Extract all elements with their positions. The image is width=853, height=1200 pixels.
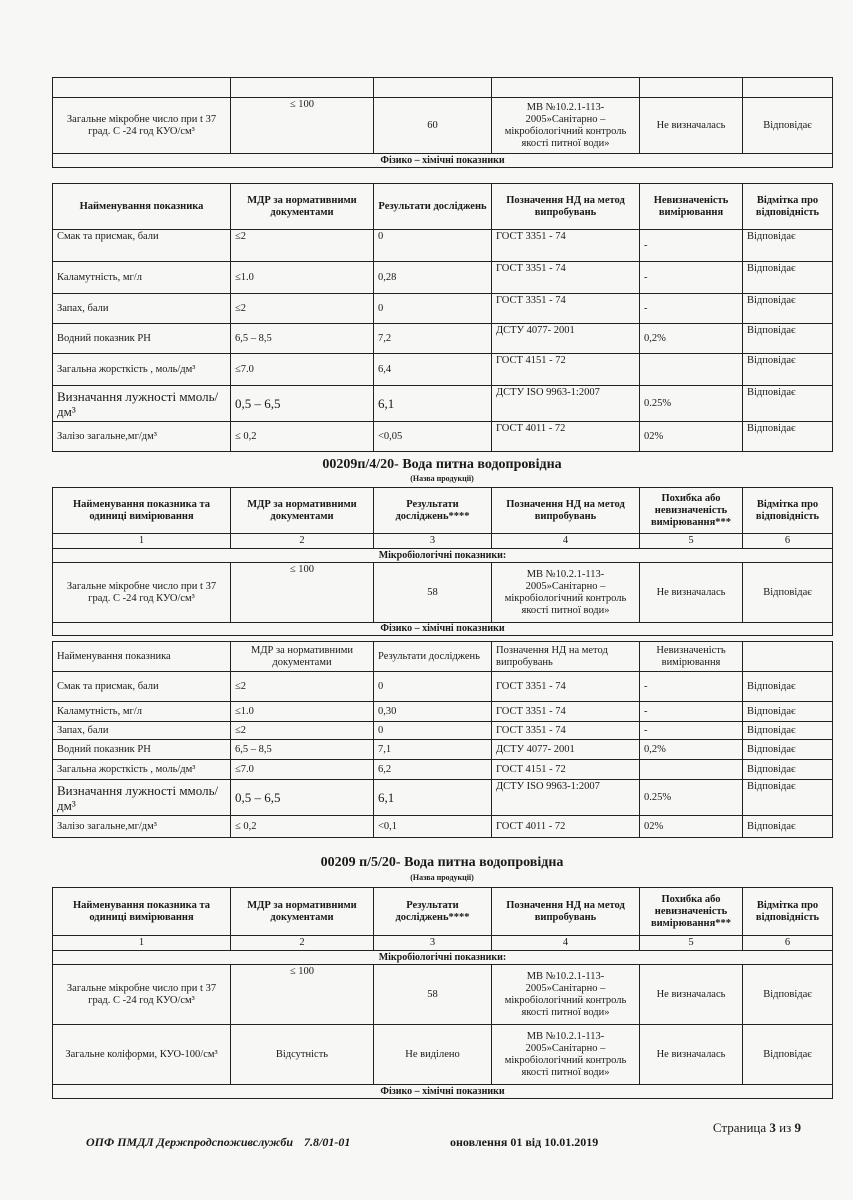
footer-org <box>86 1135 358 1150</box>
table-row <box>53 98 833 154</box>
cell-unc: 0.25% <box>640 780 743 816</box>
header-nd: Позначення НД на метод випробувань <box>492 642 640 672</box>
cell-mark: Відповідає <box>743 760 833 780</box>
cell-mark: Відповідає <box>743 965 833 1025</box>
col-num: 1 <box>53 936 231 951</box>
header-mark: Відмітка про відповідність <box>743 488 833 534</box>
table-row <box>53 386 833 422</box>
table-header-row <box>53 642 833 672</box>
cell-nd: ГОСТ 4151 - 72 <box>492 354 640 386</box>
cell-mdr: ≤1.0 <box>231 702 374 722</box>
cell-name: Загальне мікробне число при t 37 град. С -24 год КУО/см³ <box>53 98 231 154</box>
cell-nd: ГОСТ 4011 - 72 <box>492 816 640 838</box>
table-row <box>53 422 833 452</box>
footer-code: 7.8/01-01 <box>304 1135 351 1149</box>
cell-mark: Відповідає <box>743 1025 833 1085</box>
cell-result: 0,30 <box>374 702 492 722</box>
cell-name: Запах, бали <box>53 294 231 324</box>
cell-result: 6,1 <box>374 780 492 816</box>
column-number-row <box>53 936 833 951</box>
cell-mdr: 6,5 – 8,5 <box>231 740 374 760</box>
cell-mark: Відповідає <box>743 324 833 354</box>
header-result: Результати досліджень**** <box>374 888 492 936</box>
cell-unc <box>640 760 743 780</box>
cell-mdr: ≤ 0,2 <box>231 816 374 838</box>
cell-result: <0,05 <box>374 422 492 452</box>
cell-unc: Не визначалась <box>640 563 743 623</box>
header-result: Результати досліджень <box>374 642 492 672</box>
cell-result: 58 <box>374 563 492 623</box>
header-mark: Відмітка про відповідність <box>743 184 833 230</box>
table-row <box>53 262 833 294</box>
cell-unc: - <box>640 262 743 294</box>
header-name: Найменування показника та одиниці вимірювання <box>53 888 231 936</box>
cell-mdr: 0,5 – 6,5 <box>231 780 374 816</box>
section-row <box>53 1085 833 1099</box>
cell-name: Залізо загальне,мг/дм³ <box>53 422 231 452</box>
cell-result: 58 <box>374 965 492 1025</box>
section-row <box>53 549 833 563</box>
table-row <box>53 760 833 780</box>
cell-unc: - <box>640 702 743 722</box>
cell-name: Запах, бали <box>53 722 231 740</box>
header-unc: Похибка або невизначеність вимірювання*** <box>640 888 743 936</box>
header-nd: Позначення НД на метод випробувань <box>492 488 640 534</box>
cell-unc: - <box>640 230 743 262</box>
header-nd: Позначення НД на метод випробувань <box>492 888 640 936</box>
table-row <box>53 816 833 838</box>
cell-mark: Відповідає <box>743 262 833 294</box>
col-num: 2 <box>231 936 374 951</box>
cell-mdr: ≤1.0 <box>231 262 374 294</box>
cell-result: 0 <box>374 294 492 324</box>
cell-nd: ГОСТ 4151 - 72 <box>492 760 640 780</box>
cell-nd: ГОСТ 3351 - 74 <box>492 722 640 740</box>
cell-mark: Відповідає <box>743 354 833 386</box>
cell-result: 0,28 <box>374 262 492 294</box>
section-title: Фізико – хімічні показники <box>53 623 833 636</box>
table-sample-3-phys <box>52 183 833 452</box>
table-top-row <box>53 78 833 98</box>
cell-nd: ДСТУ ISO 9963-1:2007 <box>492 780 640 816</box>
cell-name: Визначання лужності ммоль/дм³ <box>53 780 231 816</box>
cell-nd: МВ №10.2.1-113-2005»Санітарно – мікробіологічний контроль якості питної води» <box>492 563 640 623</box>
cell-unc: - <box>640 722 743 740</box>
cell-unc: 02% <box>640 422 743 452</box>
cell-nd: ГОСТ 4011 - 72 <box>492 422 640 452</box>
header-result: Результати досліджень**** <box>374 488 492 534</box>
product-title: 00209п/4/20- Вода питна водопровідна <box>322 457 562 472</box>
cell-nd: ДСТУ ISO 9963-1:2007 <box>492 386 640 422</box>
cell-result: 0 <box>374 672 492 702</box>
table-row <box>53 965 833 1025</box>
cell-mdr: ≤2 <box>231 230 374 262</box>
cell-unc: 02% <box>640 816 743 838</box>
cell-name: Каламутність, мг/л <box>53 702 231 722</box>
cell-mark: Відповідає <box>743 563 833 623</box>
section-title: Мікробіологічні показники: <box>53 951 833 965</box>
cell-mdr: ≤ 100 <box>231 563 374 623</box>
cell-mark: Відповідає <box>743 816 833 838</box>
cell-mark: Відповідає <box>743 780 833 816</box>
cell-unc: 0,2% <box>640 740 743 760</box>
cell-mark: Відповідає <box>743 294 833 324</box>
col-num: 1 <box>53 534 231 549</box>
page-number <box>713 1120 801 1136</box>
cell-name: Каламутність, мг/л <box>53 262 231 294</box>
cell-mark: Відповідає <box>743 422 833 452</box>
header-mdr: МДР за нормативними документами <box>231 888 374 936</box>
table-sample-5-micro <box>52 887 833 1099</box>
header-unc: Похибка або невизначеність вимірювання*** <box>640 488 743 534</box>
header-mdr: МДР за нормативними документами <box>231 488 374 534</box>
cell-nd: МВ №10.2.1-113-2005»Санітарно – мікробіологічний контроль якості питної води» <box>492 98 640 154</box>
header-result: Результати досліджень <box>374 184 492 230</box>
header-mark <box>743 642 833 672</box>
cell-result: 0 <box>374 230 492 262</box>
cell-mark: Відповідає <box>743 740 833 760</box>
product-subtitle: (Назва продукції) <box>410 873 474 882</box>
table-row <box>53 740 833 760</box>
cell-unc: - <box>640 672 743 702</box>
section-row <box>53 154 833 168</box>
cell-mdr: ≤ 100 <box>231 965 374 1025</box>
section-title: Фізико – хімічні показники <box>53 1085 833 1099</box>
page-label: Страница <box>712 1120 767 1135</box>
table-row <box>53 324 833 354</box>
cell-mdr: ≤2 <box>231 672 374 702</box>
col-num: 4 <box>492 936 640 951</box>
cell-name: Смак та присмак, бали <box>53 230 231 262</box>
cell-result: 6,1 <box>374 386 492 422</box>
header-name: Найменування показника <box>53 184 231 230</box>
cell-result: 6,2 <box>374 760 492 780</box>
cell-nd: МВ №10.2.1-113-2005»Санітарно – мікробіологічний контроль якості питної води» <box>492 965 640 1025</box>
cell-name: Загальна жорсткість , моль/дм³ <box>53 760 231 780</box>
cell-mdr: 6,5 – 8,5 <box>231 324 374 354</box>
cell-result: Не виділено <box>374 1025 492 1085</box>
cell-mdr: ≤7.0 <box>231 354 374 386</box>
cell-mdr: ≤ 100 <box>231 98 374 154</box>
table-row <box>53 563 833 623</box>
cell-mdr: ≤ 0,2 <box>231 422 374 452</box>
product-title: 00209 п/5/20- Вода питна водопровідна <box>320 855 564 870</box>
table-row <box>53 354 833 386</box>
header-name: Найменування показника <box>53 642 231 672</box>
table-row <box>53 780 833 816</box>
column-number-row <box>53 534 833 549</box>
cell-mdr: Відсутність <box>231 1025 374 1085</box>
header-mdr: МДР за нормативними документами <box>231 184 374 230</box>
col-num: 5 <box>640 534 743 549</box>
cell-mdr: ≤7.0 <box>231 760 374 780</box>
cell-unc: Не визначалась <box>640 1025 743 1085</box>
cell-mark: Відповідає <box>743 672 833 702</box>
header-mark: Відмітка про відповідність <box>743 888 833 936</box>
cell-name: Загальне коліформи, КУО-100/см³ <box>53 1025 231 1085</box>
cell-nd: МВ №10.2.1-113-2005»Санітарно – мікробіологічний контроль якості питної води» <box>492 1025 640 1085</box>
cell-mark: Відповідає <box>743 98 833 154</box>
cell-name: Загальне мікробне число при t 37 град. С -24 год КУО/см³ <box>53 965 231 1025</box>
cell-result: 6,4 <box>374 354 492 386</box>
col-num: 6 <box>743 936 833 951</box>
table-row <box>53 702 833 722</box>
table-sample-4-micro <box>52 487 833 636</box>
cell-unc: 0,2% <box>640 324 743 354</box>
cell-result: <0,1 <box>374 816 492 838</box>
cell-mark: Відповідає <box>743 230 833 262</box>
cell-name: Водний показник РН <box>53 324 231 354</box>
col-num: 4 <box>492 534 640 549</box>
cell-result: 7,2 <box>374 324 492 354</box>
cell-nd: ГОСТ 3351 - 74 <box>492 230 640 262</box>
cell-nd: ГОСТ 3351 - 74 <box>492 672 640 702</box>
footer-update: оновлення 01 від 10.01.2019 <box>450 1135 599 1149</box>
cell-name: Загальна жорсткість , моль/дм³ <box>53 354 231 386</box>
cell-name: Водний показник РН <box>53 740 231 760</box>
cell-unc: Не визначалась <box>640 965 743 1025</box>
cell-mdr: ≤2 <box>231 294 374 324</box>
table-header-row <box>53 488 833 534</box>
section-row <box>53 623 833 636</box>
table-row <box>53 1025 833 1085</box>
header-mdr: МДР за нормативними документами <box>231 642 374 672</box>
col-num: 6 <box>743 534 833 549</box>
header-unc: Невизначеність вимірювання <box>640 642 743 672</box>
cell-name: Залізо загальне,мг/дм³ <box>53 816 231 838</box>
cell-name: Смак та присмак, бали <box>53 672 231 702</box>
cell-result: 0 <box>374 722 492 740</box>
cell-unc <box>640 354 743 386</box>
cell-name: Загальне мікробне число при t 37 град. С -24 год КУО/см³ <box>53 563 231 623</box>
cell-nd: ГОСТ 3351 - 74 <box>492 294 640 324</box>
header-unc: Невизначеність вимірювання <box>640 184 743 230</box>
table-row <box>53 294 833 324</box>
page-of: из <box>779 1120 792 1135</box>
section-title: Фізико – хімічні показники <box>53 154 833 168</box>
header-name: Найменування показника та одиниці вимірювання <box>53 488 231 534</box>
cell-result: 60 <box>374 98 492 154</box>
cell-mark: Відповідає <box>743 386 833 422</box>
cell-mdr: ≤2 <box>231 722 374 740</box>
page-total: 9 <box>794 1120 801 1135</box>
cell-nd: ГОСТ 3351 - 74 <box>492 262 640 294</box>
col-num: 5 <box>640 936 743 951</box>
cell-name: Визначання лужності ммоль/дм³ <box>53 386 231 422</box>
cell-unc: 0.25% <box>640 386 743 422</box>
cell-mark: Відповідає <box>743 702 833 722</box>
col-num: 2 <box>231 534 374 549</box>
cell-unc: Не визначалась <box>640 98 743 154</box>
table-sample-3-micro <box>52 77 833 168</box>
table-row <box>53 672 833 702</box>
page-current: 3 <box>769 1120 776 1135</box>
cell-nd: ГОСТ 3351 - 74 <box>492 702 640 722</box>
col-num: 3 <box>374 534 492 549</box>
section-row <box>53 951 833 965</box>
cell-unc: - <box>640 294 743 324</box>
cell-nd: ДСТУ 4077- 2001 <box>492 324 640 354</box>
table-sample-4-phys <box>52 641 833 838</box>
header-nd: Позначення НД на метод випробувань <box>492 184 640 230</box>
cell-result: 7,1 <box>374 740 492 760</box>
table-row <box>53 230 833 262</box>
footer-org-name: ОПФ ПМДЛ Держпродспоживслужби <box>86 1135 294 1149</box>
col-num: 3 <box>374 936 492 951</box>
cell-mdr: 0,5 – 6,5 <box>231 386 374 422</box>
cell-nd: ДСТУ 4077- 2001 <box>492 740 640 760</box>
table-header-row <box>53 888 833 936</box>
section-title: Мікробіологічні показники: <box>53 549 833 563</box>
cell-mark: Відповідає <box>743 722 833 740</box>
product-subtitle: (Назва продукції) <box>410 474 474 483</box>
table-header-row <box>53 184 833 230</box>
table-row <box>53 722 833 740</box>
